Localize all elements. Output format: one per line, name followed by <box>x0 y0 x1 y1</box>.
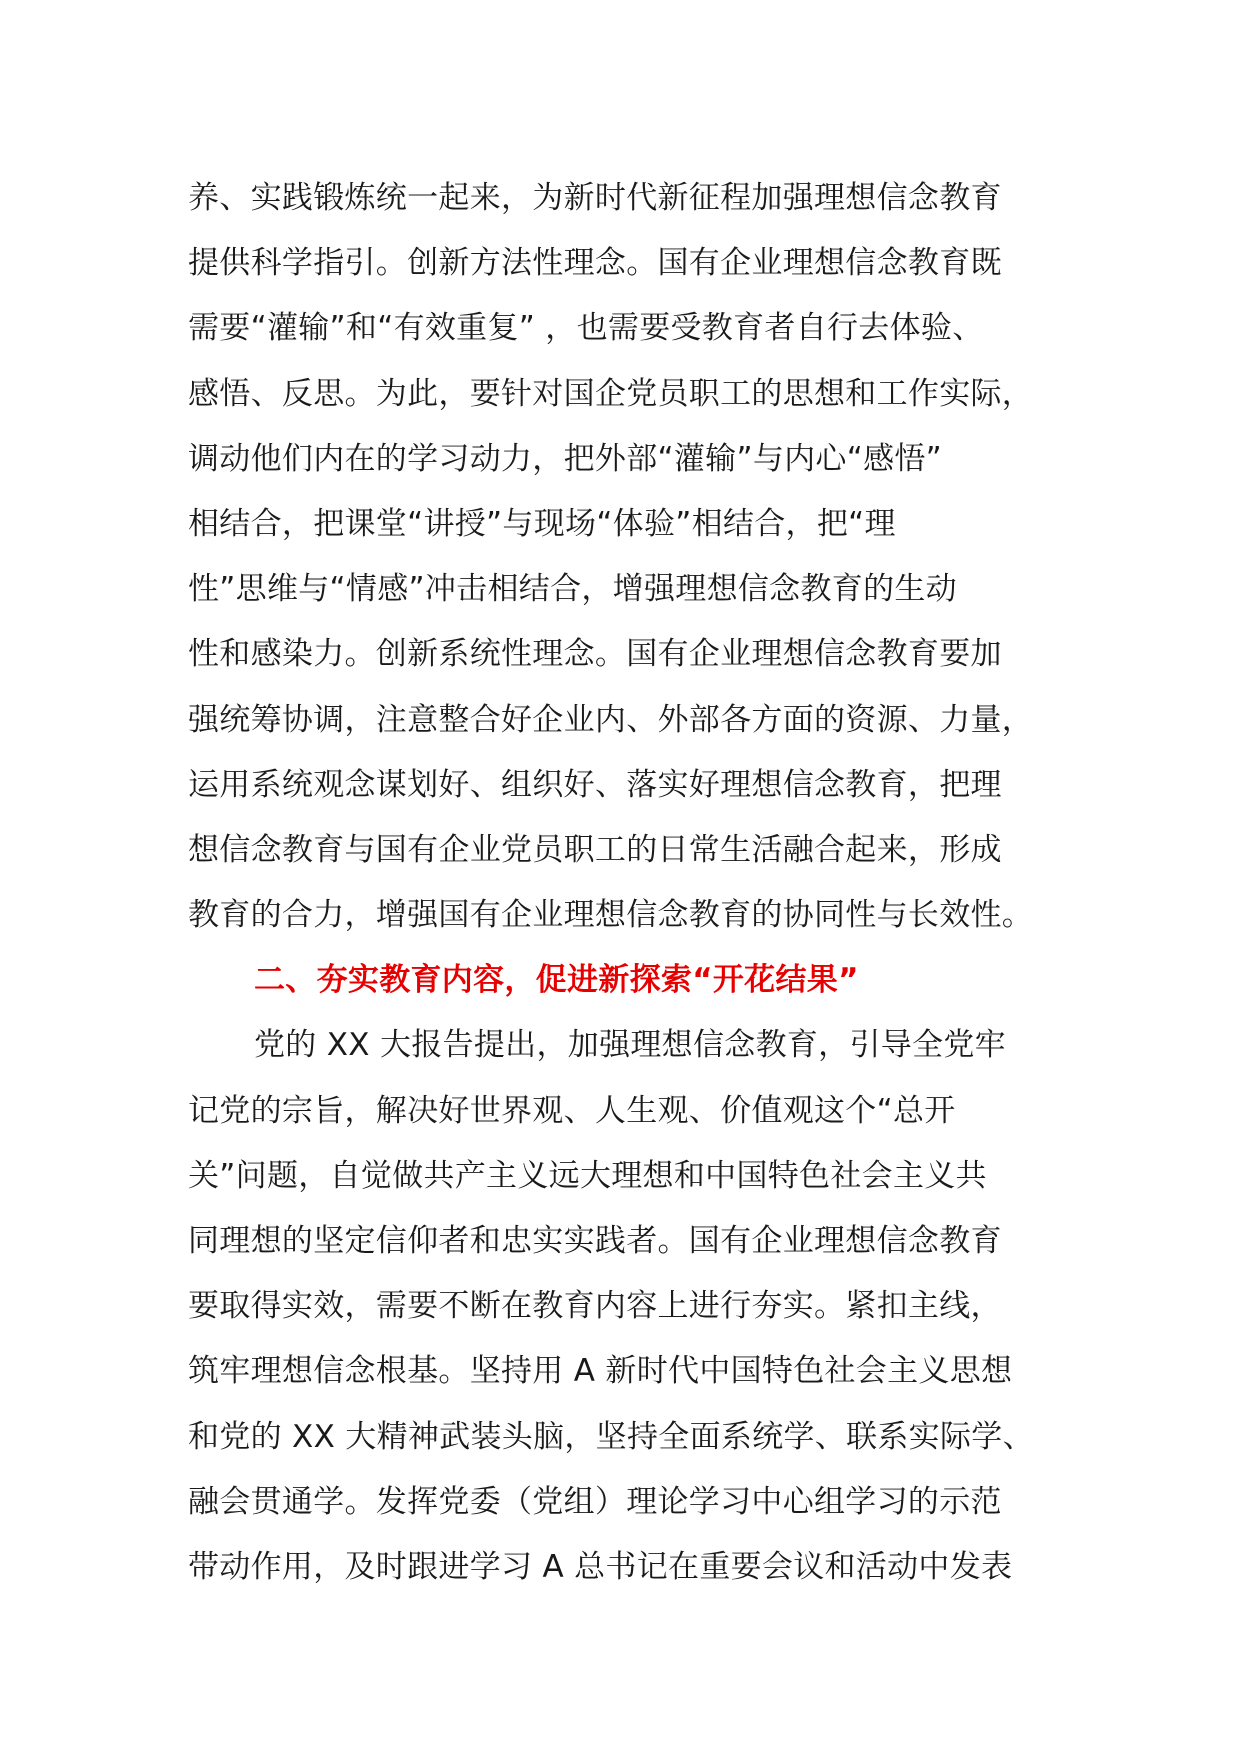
text-line: 调动他们内在的学习动力，把外部“灌输”与内心“感悟” <box>188 440 943 477</box>
text-line: 养、实践锻炼统一起来，为新时代新征程加强理想信念教育 <box>188 180 1002 216</box>
text-line: 需要“灌输”和“有效重复” ，也需要受教育者自行去体验、 <box>188 310 984 347</box>
text-line: 要取得实效，需要不断在教育内容上进行夯实。紧扣主线， <box>188 1288 1002 1325</box>
text-line: 同理想的坚定信仰者和忠实实践者。国有企业理想信念教育 <box>188 1223 1002 1259</box>
text-line: 相结合，把课堂“讲授”与现场“体验”相结合，把“理 <box>188 505 896 542</box>
text-line: 筑牢理想信念根基。坚持用 A 新时代中国特色社会主义思想 <box>188 1353 1013 1390</box>
text-line: 融会贯通学。发挥党委（党组）理论学习中心组学习的示范 <box>188 1483 1002 1520</box>
text-line: 性”思维与“情感”冲击相结合，增强理想信念教育的生动 <box>188 571 957 608</box>
text-line: 关”问题，自觉做共产主义远大理想和中国特色社会主义共 <box>188 1157 987 1194</box>
text-line: 强统筹协调，注意整合好企业内、外部各方面的资源、力量， <box>188 701 1034 738</box>
text-line: 想信念教育与国有企业党员职工的日常生活融合起来，形成 <box>188 831 1002 868</box>
text-line: 带动作用，及时跟进学习 A 总书记在重要会议和活动中发表 <box>188 1548 1013 1585</box>
document-body <box>188 166 1068 1600</box>
text-line: 和党的 XX 大精神武装头脑，坚持全面系统学、联系实际学、 <box>188 1418 1034 1455</box>
section-heading: 二、夯实教育内容，促进新探索“开花结果” <box>254 962 859 999</box>
text-line: 教育的合力，增强国有企业理想信念教育的协同性与长效性。 <box>188 897 1034 934</box>
text-line: 提供科学指引。创新方法性理念。国有企业理想信念教育既 <box>188 245 1002 282</box>
text-line: 运用系统观念谋划好、组织好、落实好理想信念教育，把理 <box>188 766 1002 803</box>
text-line: 性和感染力。创新系统性理念。国有企业理想信念教育要加 <box>188 636 1002 673</box>
text-line: 党的 XX 大报告提出，加强理想信念教育，引导全党牢 <box>254 1027 1006 1064</box>
paragraph-section-two <box>188 1013 1068 1600</box>
text-line: 记党的宗旨，解决好世界观、人生观、价值观这个“总开 <box>188 1092 956 1129</box>
paragraph-continued <box>188 166 1068 948</box>
text-line: 感悟、反思。为此，要针对国企党员职工的思想和工作实际， <box>188 375 1034 412</box>
